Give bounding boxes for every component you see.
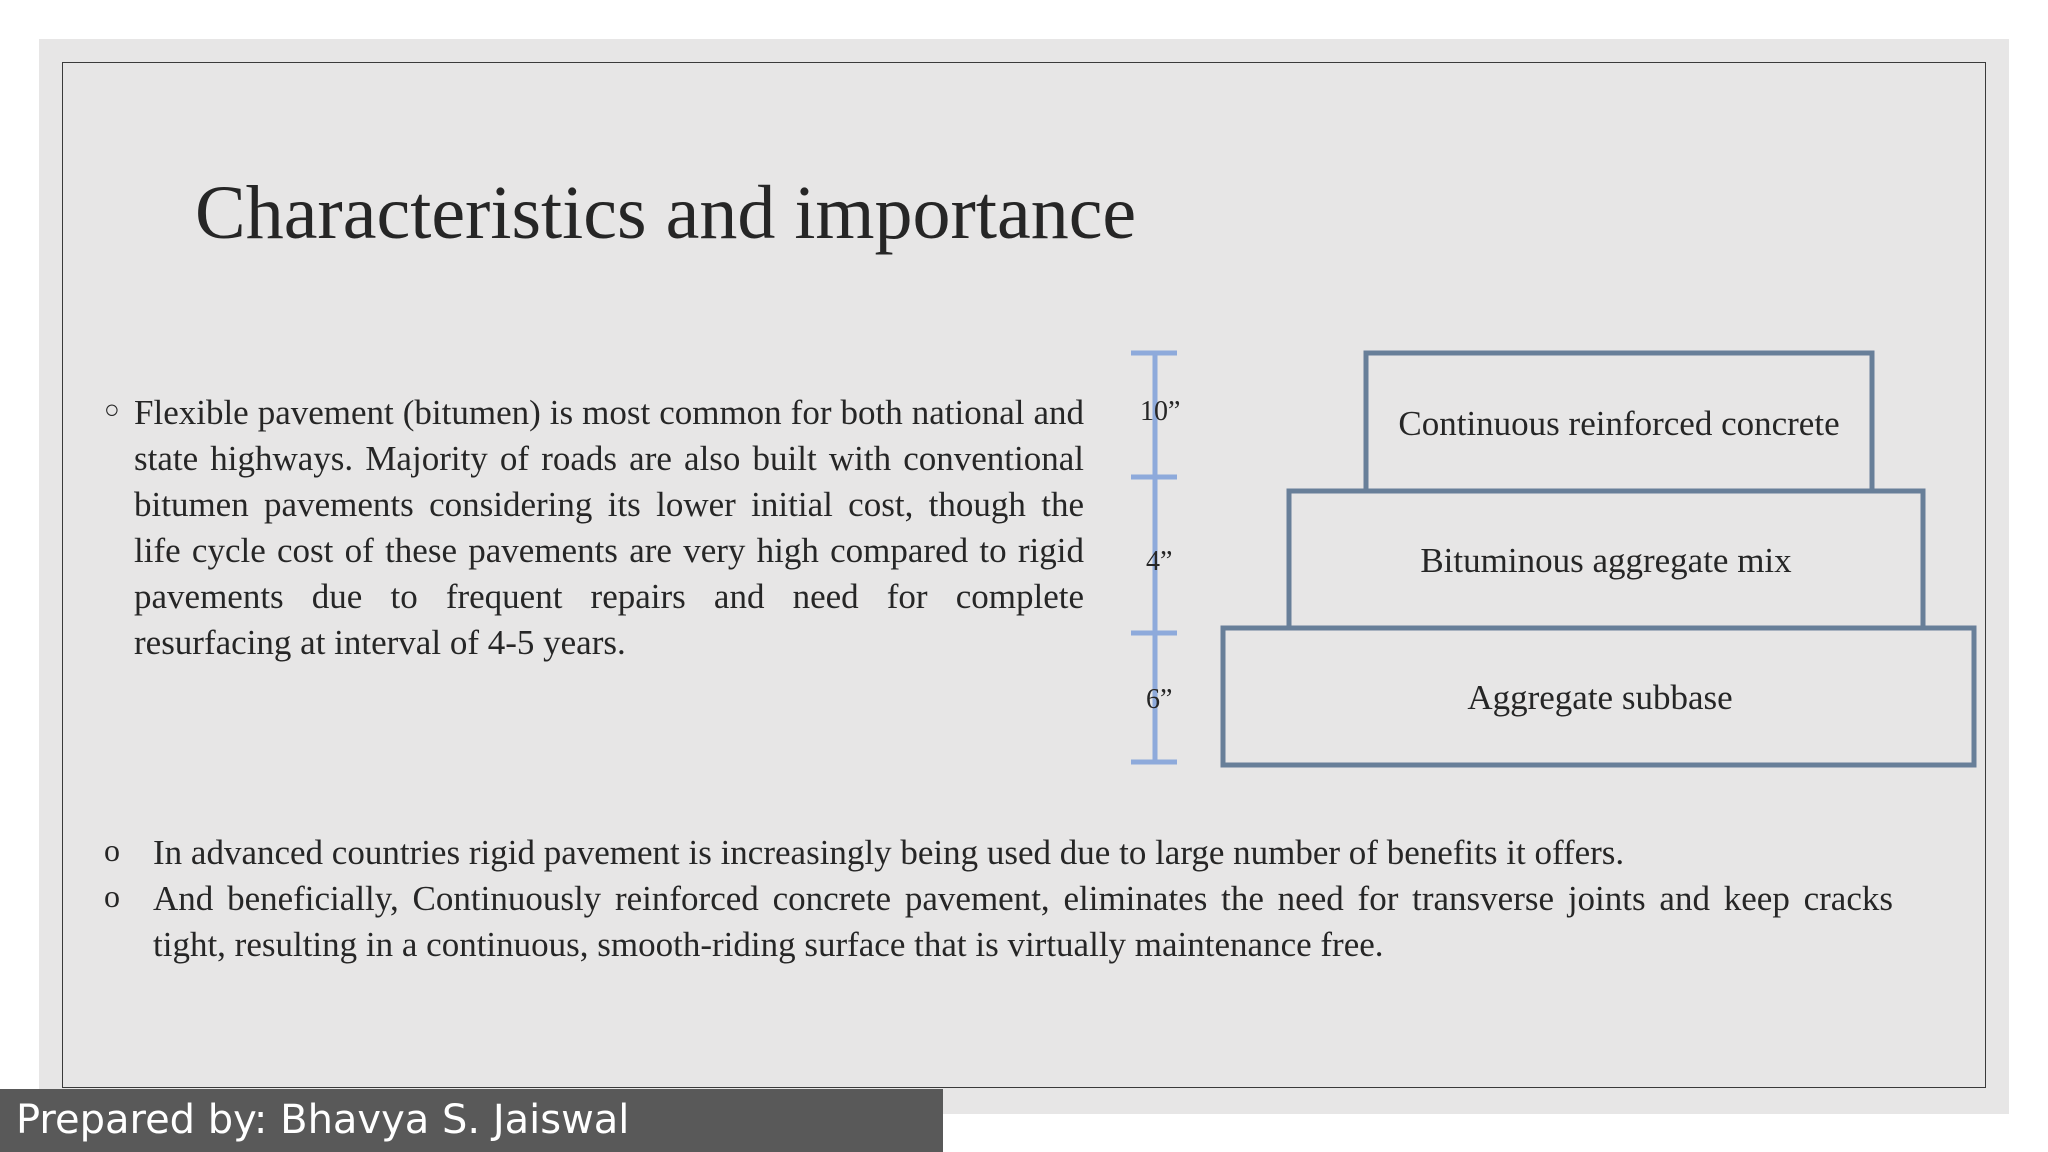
bullet-marker: ○ <box>104 395 120 424</box>
bullet-rigid-pavement: In advanced countries rigid pavement is increasingly being used due to large number of benefits it offers. <box>153 833 1625 872</box>
footer-author-banner: Prepared by: Bhavya S. Jaiswal <box>0 1089 943 1152</box>
bullet-marker: o <box>104 832 120 868</box>
layer-label-concrete: Continuous reinforced concrete <box>1398 404 1840 443</box>
paragraph-flexible-pavement: Flexible pavement (bitumen) is most common for both national and state highways. Majority of roads are also built with conventional bitumen pavements considering its lower initial cost, though the life cycle cost of these pavements are very high compared to rigid pavements due to frequent repairs and need for complete resurfacing at interval of 4-5 years. <box>134 393 1084 662</box>
thickness-label-subbase: 6” <box>1146 684 1173 715</box>
slide-title: Characteristics and importance <box>195 171 1137 255</box>
thickness-label-concrete: 10” <box>1140 396 1181 427</box>
bullet-marker: o <box>104 878 120 914</box>
layer-label-subbase: Aggregate subbase <box>1467 678 1733 717</box>
bullet-crcp-benefits: And beneficially, Continuously reinforced concrete pavement, eliminates the need for transverse joints and keep cracks tight, resulting in a continuous, smooth-riding surface that is virtually maintenance free. <box>153 879 1893 964</box>
layer-label-bituminous: Bituminous aggregate mix <box>1420 541 1792 580</box>
thickness-label-bituminous: 4” <box>1146 546 1173 577</box>
